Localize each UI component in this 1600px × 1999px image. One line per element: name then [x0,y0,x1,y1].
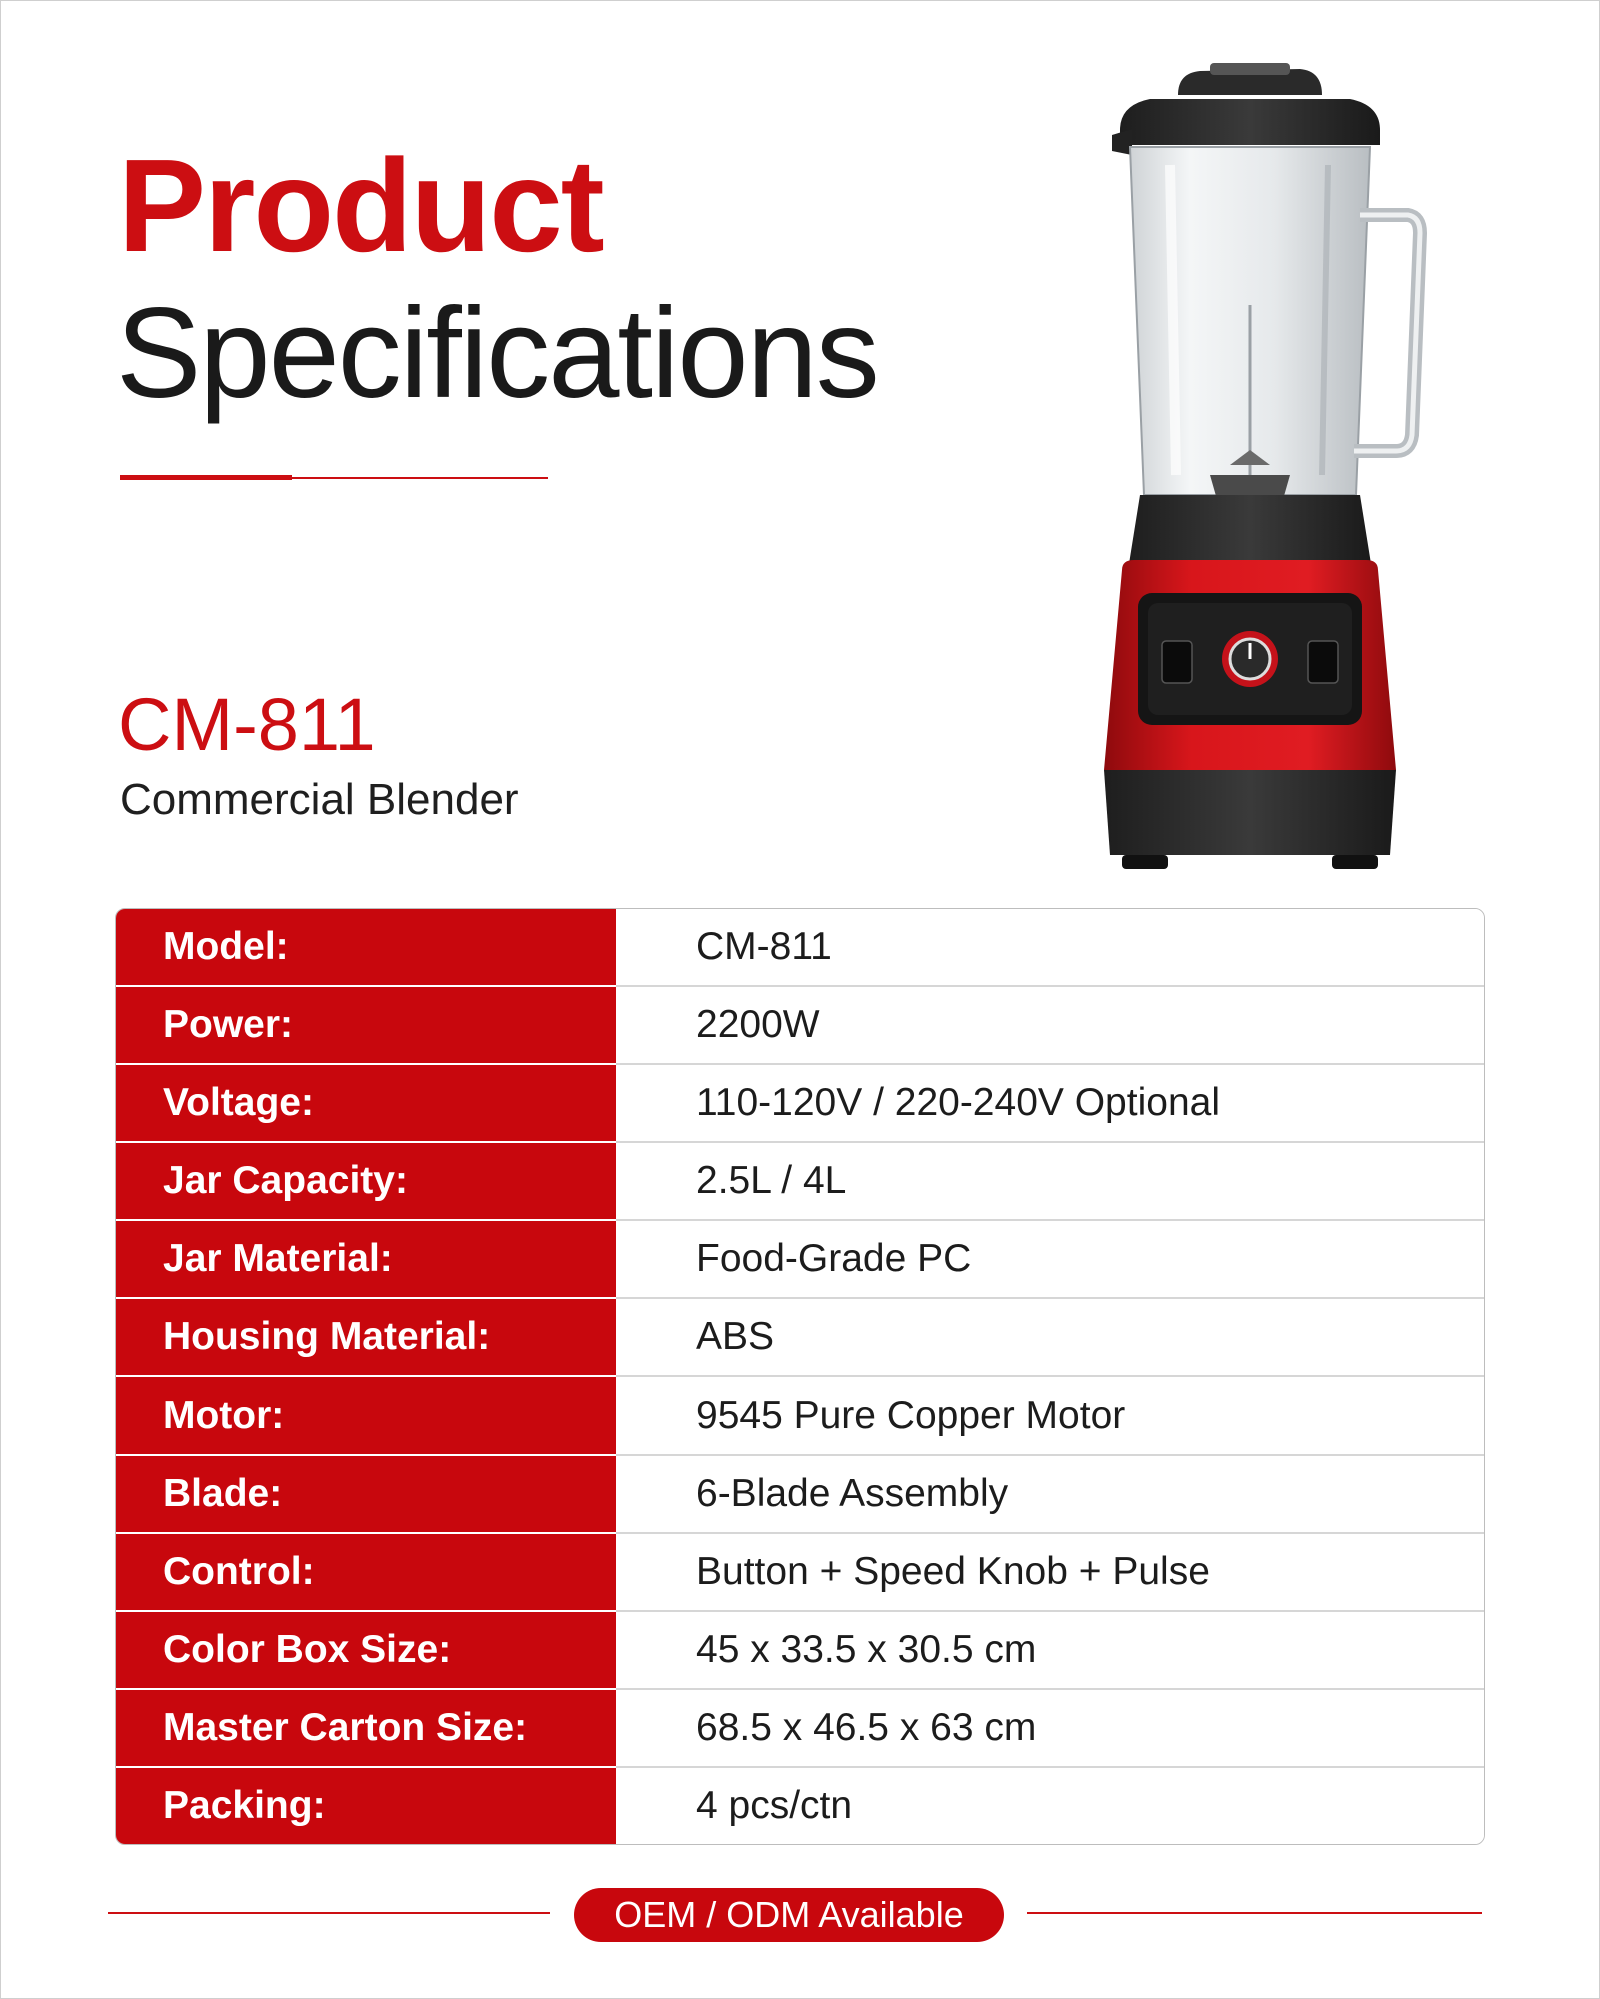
spec-value: 2.5L / 4L [616,1143,1484,1219]
spec-row-color-box-size [116,1612,1484,1690]
spec-value: 9545 Pure Copper Motor [616,1377,1484,1453]
spec-value: 2200W [616,987,1484,1063]
spec-value: Food-Grade PC [616,1221,1484,1297]
title-product: Product [118,132,603,279]
blender-icon [1060,55,1440,885]
spec-label: Control: [116,1534,616,1612]
spec-row-master-carton-size [116,1690,1484,1768]
spec-label: Housing Material: [116,1299,616,1377]
spec-value: 110-120V / 220-240V Optional [616,1065,1484,1141]
oem-odm-badge: OEM / ODM Available [574,1888,1004,1942]
spec-row-motor [116,1377,1484,1455]
spec-row-jar-capacity [116,1143,1484,1221]
spec-label: Jar Capacity: [116,1143,616,1221]
spec-value: Button + Speed Knob + Pulse [616,1534,1484,1610]
title-underline-thin [292,477,548,479]
spec-row-model [116,909,1484,987]
spec-row-power [116,987,1484,1065]
spec-label: Power: [116,987,616,1065]
footer-divider-left [108,1912,550,1914]
spec-value: 6-Blade Assembly [616,1456,1484,1532]
title-underline-thick [120,475,292,480]
model-subtitle: Commercial Blender [120,775,519,824]
spec-label: Jar Material: [116,1221,616,1299]
spec-value: 4 pcs/ctn [616,1768,1484,1844]
spec-label: Voltage: [116,1065,616,1143]
title-specifications: Specifications [116,282,878,425]
spec-row-housing-material [116,1299,1484,1377]
spec-label: Master Carton Size: [116,1690,616,1768]
spec-label: Color Box Size: [116,1612,616,1690]
spec-value: ABS [616,1299,1484,1375]
footer-divider-right [1027,1912,1482,1914]
spec-value: CM-811 [616,909,1484,985]
spec-value: 45 x 33.5 x 30.5 cm [616,1612,1484,1688]
spec-row-blade [116,1456,1484,1534]
spec-label: Packing: [116,1768,616,1844]
spec-row-jar-material [116,1221,1484,1299]
spec-label: Model: [116,909,616,987]
spec-row-control [116,1534,1484,1612]
spec-row-packing [116,1768,1484,1844]
spec-value: 68.5 x 46.5 x 63 cm [616,1690,1484,1766]
spec-label: Motor: [116,1377,616,1455]
spec-row-voltage [116,1065,1484,1143]
spec-table [115,908,1485,1845]
model-code: CM-811 [118,683,376,766]
spec-label: Blade: [116,1456,616,1534]
